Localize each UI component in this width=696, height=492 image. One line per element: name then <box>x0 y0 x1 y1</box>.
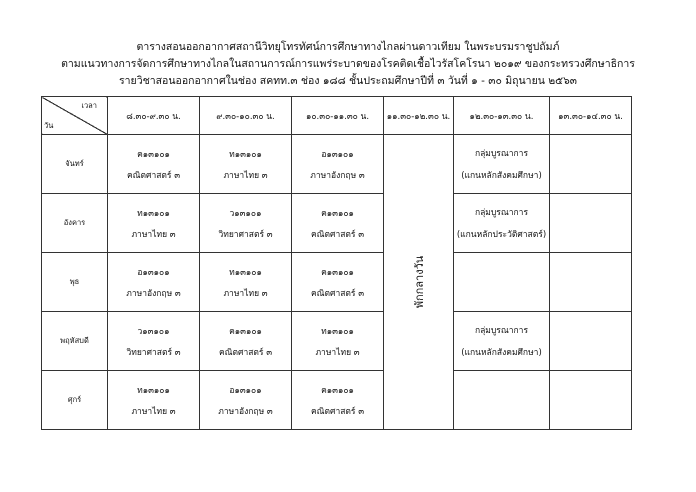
lunch-break-cell <box>384 135 454 430</box>
subject-name: ภาษาไทย ๓ <box>223 170 268 181</box>
integrated-group-cell <box>454 253 550 312</box>
subject-code: ท๑๓๑๐๑ <box>229 267 262 278</box>
group-core: (แกนหลักสังคมศึกษา) <box>461 348 542 358</box>
subject-name: ภาษาไทย ๓ <box>131 229 176 240</box>
subject-code: ท๑๓๑๐๑ <box>137 385 170 396</box>
subject-code: ค๑๓๑๐๑ <box>321 385 354 396</box>
subject-cell <box>200 135 292 194</box>
subject-cell <box>292 312 384 371</box>
subject-name: ภาษาอังกฤษ ๓ <box>126 288 181 299</box>
subject-code: อ๑๓๑๐๑ <box>137 267 170 278</box>
corner-cell <box>42 97 108 135</box>
subject-code: ค๑๓๑๐๑ <box>321 267 354 278</box>
integrated-group-cell <box>454 194 550 253</box>
subject-name: ภาษาไทย ๓ <box>315 347 360 358</box>
empty-cell <box>550 194 632 253</box>
integrated-group-cell <box>454 312 550 371</box>
time-header: ๑๒.๓๐-๑๓.๓๐ น. <box>454 97 550 135</box>
subject-name: ภาษาไทย ๓ <box>131 406 176 417</box>
subject-cell <box>292 371 384 430</box>
day-row-friday <box>42 371 632 430</box>
subject-name: คณิตศาสตร์ ๓ <box>126 170 181 181</box>
time-header: ๙.๓๐-๑๐.๓๐ น. <box>200 97 292 135</box>
day-name: อังคาร <box>42 194 108 253</box>
subject-code: ค๑๓๑๐๑ <box>137 149 170 160</box>
subject-name: คณิตศาสตร์ ๓ <box>310 406 365 417</box>
subject-name: ภาษาไทย ๓ <box>223 288 268 299</box>
subject-cell <box>200 194 292 253</box>
subject-name: วิทยาศาสตร์ ๓ <box>218 229 273 240</box>
document-title-line-1: ตารางสอนออกอากาศสถานีวิทยุโทรทัศน์การศึกษาทางไกลผ่านดาวเทียม ในพระบรมราชูปถัมภ์ <box>136 41 560 53</box>
subject-code: ค๑๓๑๐๑ <box>321 208 354 219</box>
empty-cell <box>550 135 632 194</box>
empty-cell <box>550 253 632 312</box>
subject-cell <box>200 253 292 312</box>
subject-cell <box>200 371 292 430</box>
subject-cell <box>292 194 384 253</box>
empty-cell <box>550 371 632 430</box>
subject-name: คณิตศาสตร์ ๓ <box>218 347 273 358</box>
subject-name: ภาษาอังกฤษ ๓ <box>310 170 365 181</box>
subject-cell <box>108 371 200 430</box>
subject-name: คณิตศาสตร์ ๓ <box>310 288 365 299</box>
empty-cell <box>550 312 632 371</box>
day-row-thursday <box>42 312 632 371</box>
document-title-line-3: รายวิชาสอนออกอากาศในช่อง สคทท.๓ ช่อง ๑๘๘ ชั้นประถมศึกษาปีที่ ๓ วันที่ ๑ - ๓๐ มิถุนายน ๒๕๖๓ <box>119 75 577 87</box>
header-row <box>42 97 632 135</box>
subject-code: ท๑๓๑๐๑ <box>321 326 354 337</box>
day-name: พฤหัสบดี <box>42 312 108 371</box>
group-name: กลุ่มบูรณาการ <box>474 326 529 336</box>
subject-cell <box>108 312 200 371</box>
subject-cell <box>108 253 200 312</box>
subject-code: ท๑๓๑๐๑ <box>137 208 170 219</box>
time-header: ๑๓.๓๐-๑๔.๓๐ น. <box>550 97 632 135</box>
day-row-monday <box>42 135 632 194</box>
day-name: จันทร์ <box>42 135 108 194</box>
integrated-group-cell <box>454 371 550 430</box>
schedule-table <box>41 96 632 430</box>
integrated-group-cell <box>454 135 550 194</box>
day-name: ศุกร์ <box>42 371 108 430</box>
subject-cell <box>292 135 384 194</box>
subject-code: ค๑๓๑๐๑ <box>229 326 262 337</box>
day-row-tuesday <box>42 194 632 253</box>
corner-time-label: เวลา <box>81 101 97 110</box>
group-core: (แกนหลักสังคมศึกษา) <box>461 171 542 181</box>
subject-cell <box>108 135 200 194</box>
subject-code: ว๑๓๑๐๑ <box>137 326 170 337</box>
subject-code: ว๑๓๑๐๑ <box>229 208 262 219</box>
group-name: กลุ่มบูรณาการ <box>474 208 529 218</box>
group-core: (แกนหลักประวัติศาสตร์) <box>456 230 547 240</box>
subject-cell <box>292 253 384 312</box>
day-name: พุธ <box>42 253 108 312</box>
corner-day-label: วัน <box>44 121 54 130</box>
subject-cell <box>200 312 292 371</box>
day-row-wednesday <box>42 253 632 312</box>
time-header: ๑๐.๓๐-๑๑.๓๐ น. <box>292 97 384 135</box>
lunch-break-label: พักกลางวัน <box>412 255 426 309</box>
subject-code: อ๑๓๑๐๑ <box>321 149 354 160</box>
time-header: ๘.๓๐-๙.๓๐ น. <box>108 97 200 135</box>
document-title-line-2: ตามแนวทางการจัดการศึกษาทางไกลในสถานการณ์การแพร่ระบาดของโรคติดเชื้อไวรัสโคโรนา ๒๐๑๙ ของกระทรวงศึกษาธิการ <box>61 58 635 70</box>
subject-code: ท๑๓๑๐๑ <box>229 149 262 160</box>
subject-cell <box>108 194 200 253</box>
subject-name: ภาษาอังกฤษ ๓ <box>218 406 273 417</box>
subject-code: อ๑๓๑๐๑ <box>229 385 262 396</box>
group-name: กลุ่มบูรณาการ <box>474 149 529 159</box>
subject-name: คณิตศาสตร์ ๓ <box>310 229 365 240</box>
subject-name: วิทยาศาสตร์ ๓ <box>126 347 181 358</box>
time-header: ๑๑.๓๐-๑๒.๓๐ น. <box>384 97 454 135</box>
